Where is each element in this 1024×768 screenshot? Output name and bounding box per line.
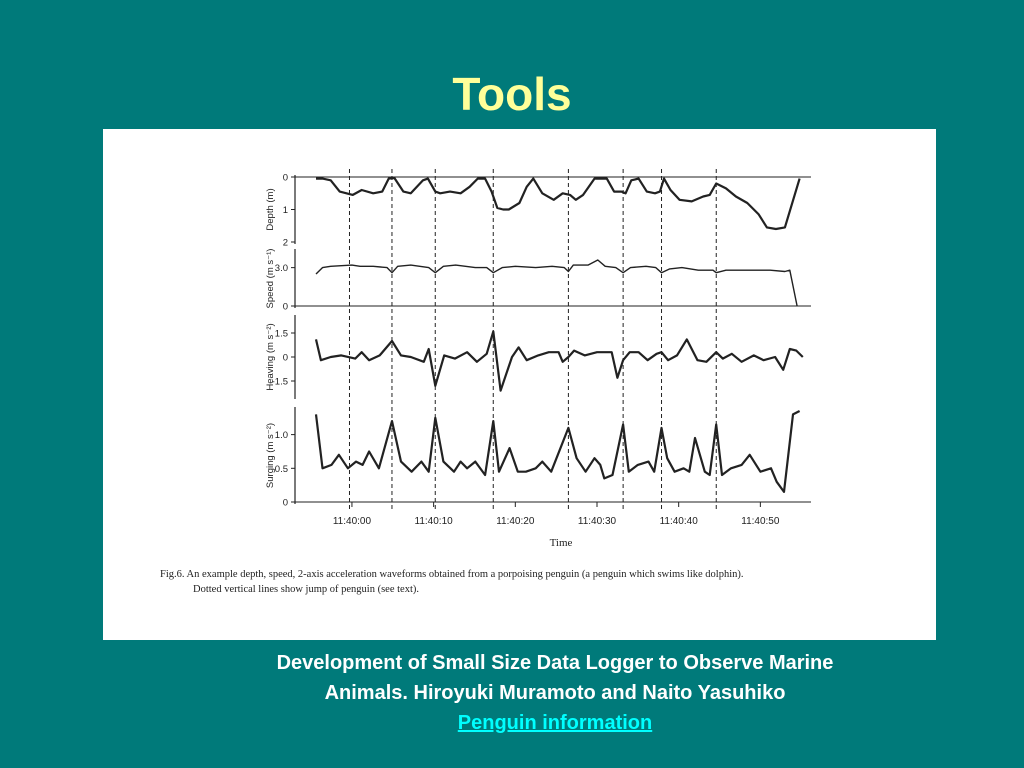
x-axis-label: Time [549,537,573,549]
figure-panel [103,129,936,640]
figure-caption-line1: Fig.6. An example depth, speed, 2-axis acceleration waveforms obtained from a porpoising penguin (a penguin which swims like dolphin). [160,569,744,580]
x-tick-label: 11:40:30 [577,516,617,527]
surging-y-tick-label: 0 [282,497,288,509]
depth-y-label: Depth (m) [265,188,276,231]
heaving-y-label: Heaving (m s⁻²) [265,323,276,391]
penguin-waveform-chart [103,129,936,640]
panel-speed [265,249,811,313]
x-tick-label: 11:40:10 [414,516,453,527]
caption-line-1: Development of Small Size Data Logger to Observe Marine [276,652,834,674]
panel-heaving [265,315,803,399]
panel-depth [265,173,811,249]
x-tick-label: 11:40:20 [496,516,535,527]
caption-line-2: Animals. Hiroyuki Muramoto and Naito Yasuhiko [324,682,786,704]
x-tick-label: 11:40:50 [741,516,780,527]
slide-title: Tools [452,68,572,120]
speed-series-line [316,260,797,306]
x-tick-label: 11:40:40 [659,516,698,527]
surging-series-line [316,411,800,492]
depth-series-line [316,178,800,229]
surging-y-tick-label: 0.5 [274,463,288,475]
surging-y-tick-label: 1.0 [274,430,288,442]
heaving-series-line [316,331,803,390]
depth-y-tick-label: 0 [282,172,288,184]
heaving-y-tick-label: 1.5 [274,328,288,340]
depth-y-tick-label: 1 [282,205,288,216]
penguin-information-link[interactable]: Penguin information [457,712,653,734]
heaving-y-tick-label: -1.5 [271,376,288,388]
depth-y-tick-label: 2 [282,237,288,249]
surging-y-label: Surging (m s⁻²) [265,422,276,489]
speed-y-tick-label: 0 [282,301,288,313]
slide-caption [180,648,930,738]
speed-y-tick-label: 3.0 [274,263,288,275]
figure-caption-line2: Dotted vertical lines show jump of penguin (see text). [193,584,419,595]
heaving-y-tick-label: 0 [282,352,288,364]
speed-y-label: Speed (m s⁻¹) [265,248,276,309]
x-tick-label: 11:40:00 [332,516,372,527]
panel-surging [265,407,811,509]
